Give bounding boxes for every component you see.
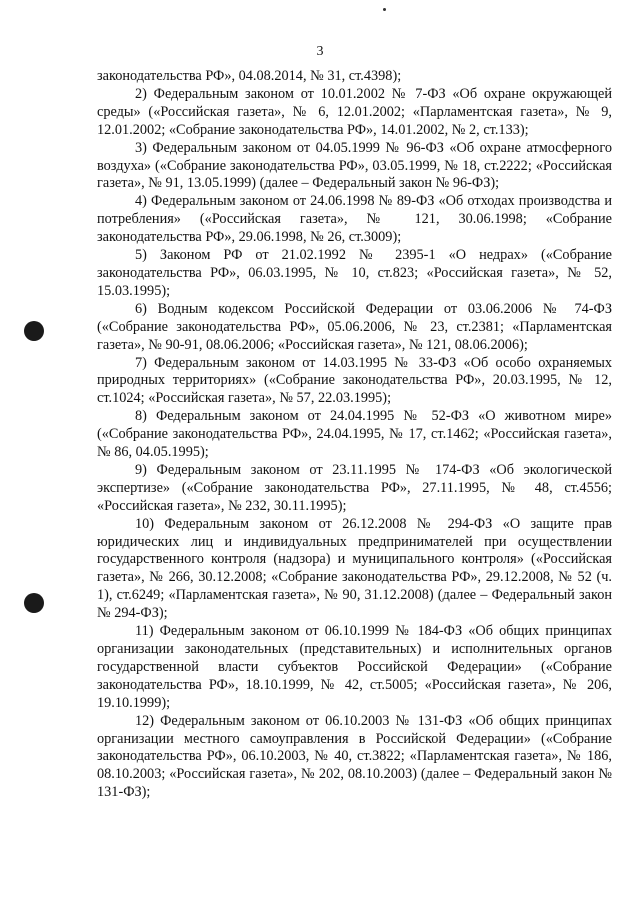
list-item: 5) Законом РФ от 21.02.1992 № 2395-1 «О недрах» («Собрание законодательства РФ», 06.03.1995, № 10, ст.823; «Российская газета», № 52, 15.03.1995); xyxy=(97,247,612,299)
list-item: 2) Федеральным законом от 10.01.2002 № 7-ФЗ «Об охране окружающей среды» («Российская газета», № 6, 12.01.2002; «Парламентская газета», № 9, 12.01.2002; «Собрание законодательства РФ», 14.01.2002, № 2, ст.133); xyxy=(97,85,612,138)
list-item: 9) Федеральным законом от 23.11.1995 № 174-ФЗ «Об экологической экспертизе» («Собрание законодательства РФ», 27.11.1995, № 48, ст.4556; «Российская газета», № 232, 30.11.1995); xyxy=(97,461,612,514)
paragraph-continuation: законодательства РФ», 04.08.2014, № 31, ст.4398); xyxy=(97,68,402,84)
scan-speck xyxy=(383,8,386,11)
punch-hole xyxy=(24,593,44,613)
page-number: 3 xyxy=(316,44,324,59)
punch-hole xyxy=(24,321,44,341)
list-item: 8) Федеральным законом от 24.04.1995 № 52-ФЗ «О животном мире» («Собрание законодательства РФ», 24.04.1995, № 17, ст.1462; «Российская газета», № 86, 04.05.1995); xyxy=(97,408,612,461)
list-item: 12) Федеральным законом от 06.10.2003 № 131-ФЗ «Об общих принципах организации местного самоуправления в Российской Федерации» («Собрание законодательства РФ», 06.10.2003, № 40, ст.3822; «Парламентская газета», № 186, 08.10.2003; «Российская газета», № 202, 08.10.2003) (далее – Федеральный закон № 131-ФЗ); xyxy=(97,712,612,801)
list-item: 11) Федеральным законом от 06.10.1999 № 184-ФЗ «Об общих принципах организации законодательных (представительных) и исполнительных органов государственной власти субъектов Российской Федерации» («Собрание законодательства РФ», 18.10.1999, № 42, ст.5005; «Российская газета», № 206, 19.10.1999); xyxy=(97,623,612,711)
list-item: 10) Федеральным законом от 26.12.2008 № 294-ФЗ «О защите прав юридических лиц и индивидуальных предпринимателей при осуществлении государственного контроля (надзора) и муниципального контроля» («Российская газета», № 266, 30.12.2008; «Собрание законодательства РФ», 29.12.2008, № 52 (ч. 1), ст.6249; «Парламентская газета», № 90, 31.12.2008) (далее – Федеральный закон № 294-ФЗ); xyxy=(97,515,612,622)
body-text xyxy=(97,68,612,802)
list-item: 3) Федеральным законом от 04.05.1999 № 96-ФЗ «Об охране атмосферного воздуха» («Собрание законодательства РФ», 03.05.1999, № 18, ст.2222; «Российская газета», № 91, 13.05.1999) (далее – Федеральный закон № 96-ФЗ); xyxy=(97,139,612,192)
list-item: 7) Федеральным законом от 14.03.1995 № 33-ФЗ «Об особо охраняемых природных территориях» («Собрание законодательства РФ», 20.03.1995, № 12, ст.1024; «Российская газета», № 57, 22.03.1995); xyxy=(97,354,612,407)
list-item: 4) Федеральным законом от 24.06.1998 № 89-ФЗ «Об отходах производства и потребления» («Российская газета», № 121, 30.06.1998; «Собрание законодательства РФ», 29.06.1998, № 26, ст.3009); xyxy=(97,193,612,246)
list-item: 6) Водным кодексом Российской Федерации от 03.06.2006 № 74-ФЗ («Собрание законодательства РФ», 05.06.2006, № 23, ст.2381; «Парламентская газета», № 90-91, 08.06.2006; «Российская газета», № 121, 08.06.2006); xyxy=(97,300,612,353)
